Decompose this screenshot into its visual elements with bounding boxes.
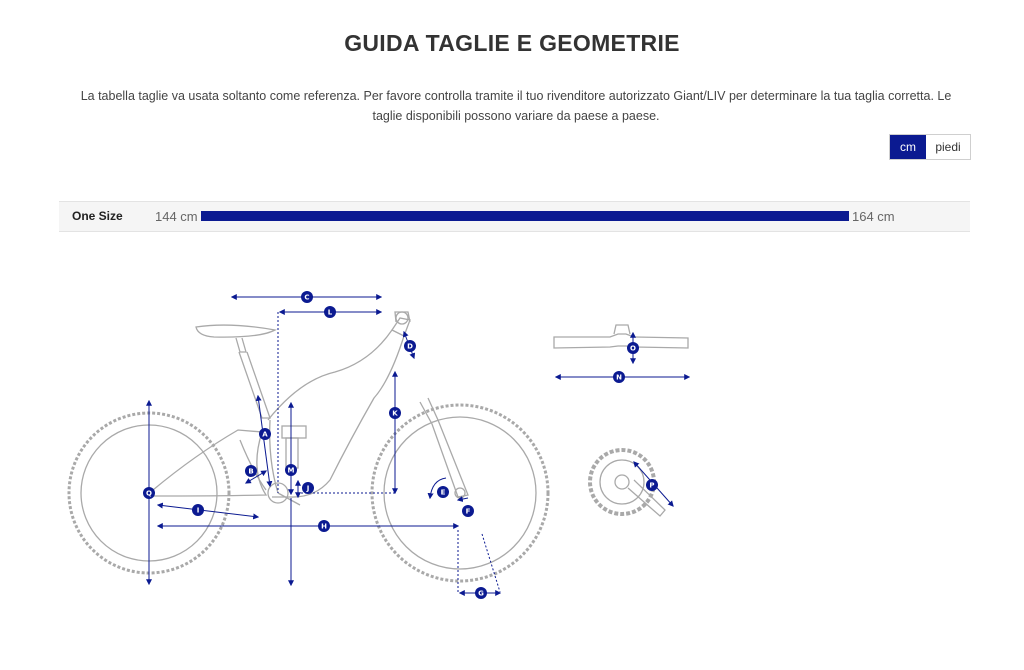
- size-name: One Size: [72, 209, 123, 223]
- label-M: [285, 464, 297, 476]
- unit-feet-button[interactable]: piedi: [926, 135, 970, 159]
- label-K: [389, 407, 401, 419]
- dimension-lines: [149, 297, 689, 593]
- label-O: [627, 342, 639, 354]
- label-I: [192, 504, 204, 516]
- svg-text:C: C: [304, 293, 310, 302]
- label-J: [302, 482, 314, 494]
- svg-text:D: D: [407, 342, 413, 351]
- size-min-height: 144 cm: [155, 209, 198, 224]
- page-title: GUIDA TAGLIE E GEOMETRIE: [344, 30, 680, 56]
- svg-text:G: G: [478, 589, 484, 598]
- label-L: [324, 306, 336, 318]
- svg-text:Q: Q: [146, 489, 152, 498]
- label-D: [404, 340, 416, 352]
- label-F: [462, 505, 474, 517]
- size-max-height: 164 cm: [852, 209, 895, 224]
- svg-text:J: J: [306, 484, 310, 493]
- label-H: [318, 520, 330, 532]
- label-C: [301, 291, 313, 303]
- label-E: [437, 486, 449, 498]
- label-P: [646, 479, 658, 491]
- label-G: [475, 587, 487, 599]
- svg-text:L: L: [327, 308, 333, 317]
- bike-drawing: [69, 312, 548, 581]
- svg-text:P: P: [649, 481, 655, 490]
- svg-text:F: F: [465, 507, 471, 516]
- svg-text:I: I: [196, 506, 200, 515]
- svg-text:M: M: [287, 466, 295, 475]
- svg-text:B: B: [248, 467, 254, 476]
- svg-text:A: A: [262, 430, 268, 439]
- label-B: [245, 465, 257, 477]
- svg-text:H: H: [321, 522, 327, 531]
- svg-text:K: K: [392, 409, 398, 418]
- unit-cm-button[interactable]: cm: [890, 135, 926, 159]
- handlebar-drawing: [554, 325, 688, 348]
- size-guide-intro: La tabella taglie va usata soltanto come referenza. Per favore controlla tramite il tuo rivenditore autorizzato Giant/LIV per determinare la tua taglia corretta. Le taglie disponibili possono variare da paese a paese.: [80, 89, 952, 123]
- label-A: [259, 428, 271, 440]
- svg-text:E: E: [440, 488, 446, 497]
- label-Q: [143, 487, 155, 499]
- label-N: [613, 371, 625, 383]
- svg-text:N: N: [616, 373, 622, 382]
- svg-text:O: O: [630, 344, 636, 353]
